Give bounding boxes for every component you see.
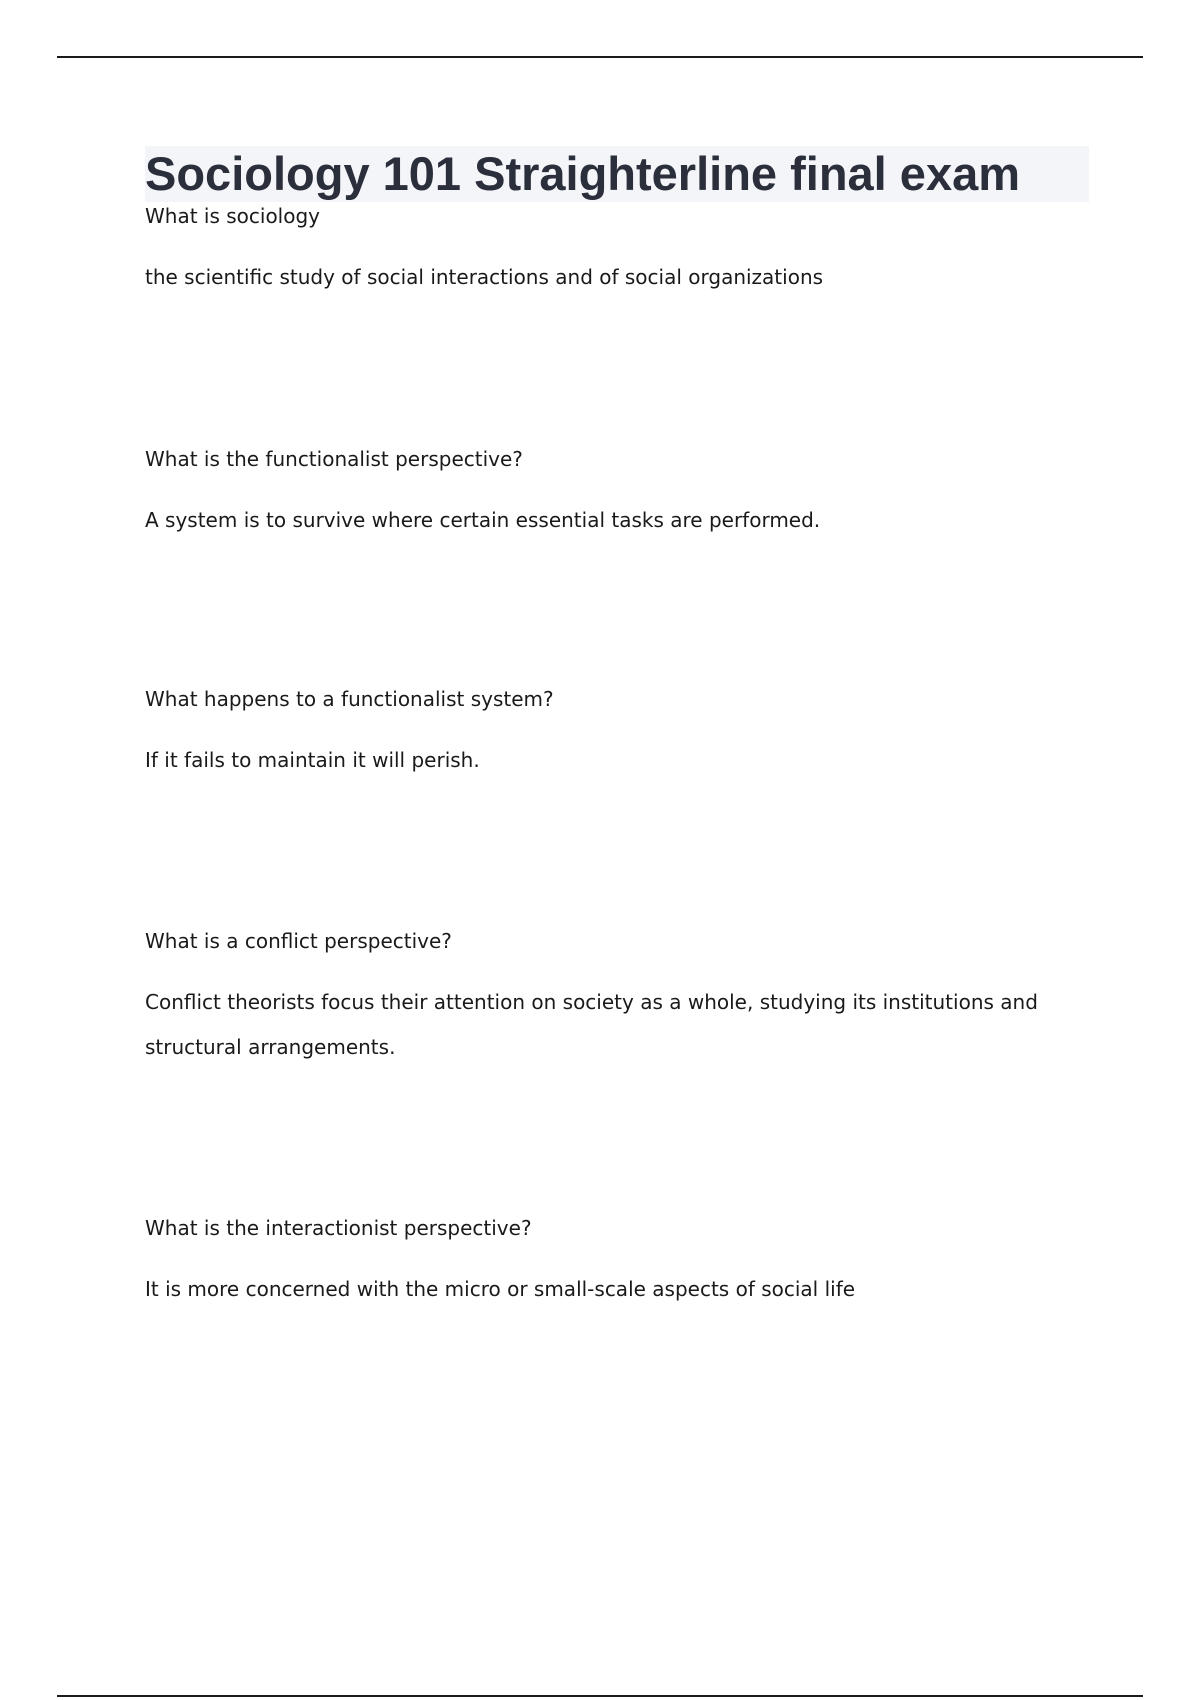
answer-text: A system is to survive where certain essential tasks are performed. bbox=[145, 508, 821, 532]
question-text: What is a conflict perspective? bbox=[145, 929, 452, 953]
question-text: What is sociology bbox=[145, 204, 321, 228]
qa-item bbox=[145, 437, 1089, 543]
footer-rule bbox=[57, 1695, 1143, 1697]
answer-text: the scientific study of social interactions and of social organizations bbox=[145, 265, 824, 289]
question-text: What happens to a functionalist system? bbox=[145, 687, 554, 711]
qa-item bbox=[145, 919, 1089, 1070]
answer-text: Conflict theorists focus their attention on society as a whole, studying its institutions and structural arrangements. bbox=[145, 990, 1038, 1059]
header-rule bbox=[57, 56, 1143, 58]
document-title: Sociology 101 Straighterline final exam bbox=[145, 146, 1089, 202]
question-text: What is the interactionist perspective? bbox=[145, 1216, 532, 1240]
question-text: What is the functionalist perspective? bbox=[145, 447, 523, 471]
qa-item bbox=[145, 677, 1089, 783]
qa-item bbox=[145, 1206, 1089, 1312]
answer-text: It is more concerned with the micro or small-scale aspects of social life bbox=[145, 1277, 856, 1301]
answer-text: If it fails to maintain it will perish. bbox=[145, 748, 480, 772]
qa-item bbox=[145, 194, 1089, 300]
